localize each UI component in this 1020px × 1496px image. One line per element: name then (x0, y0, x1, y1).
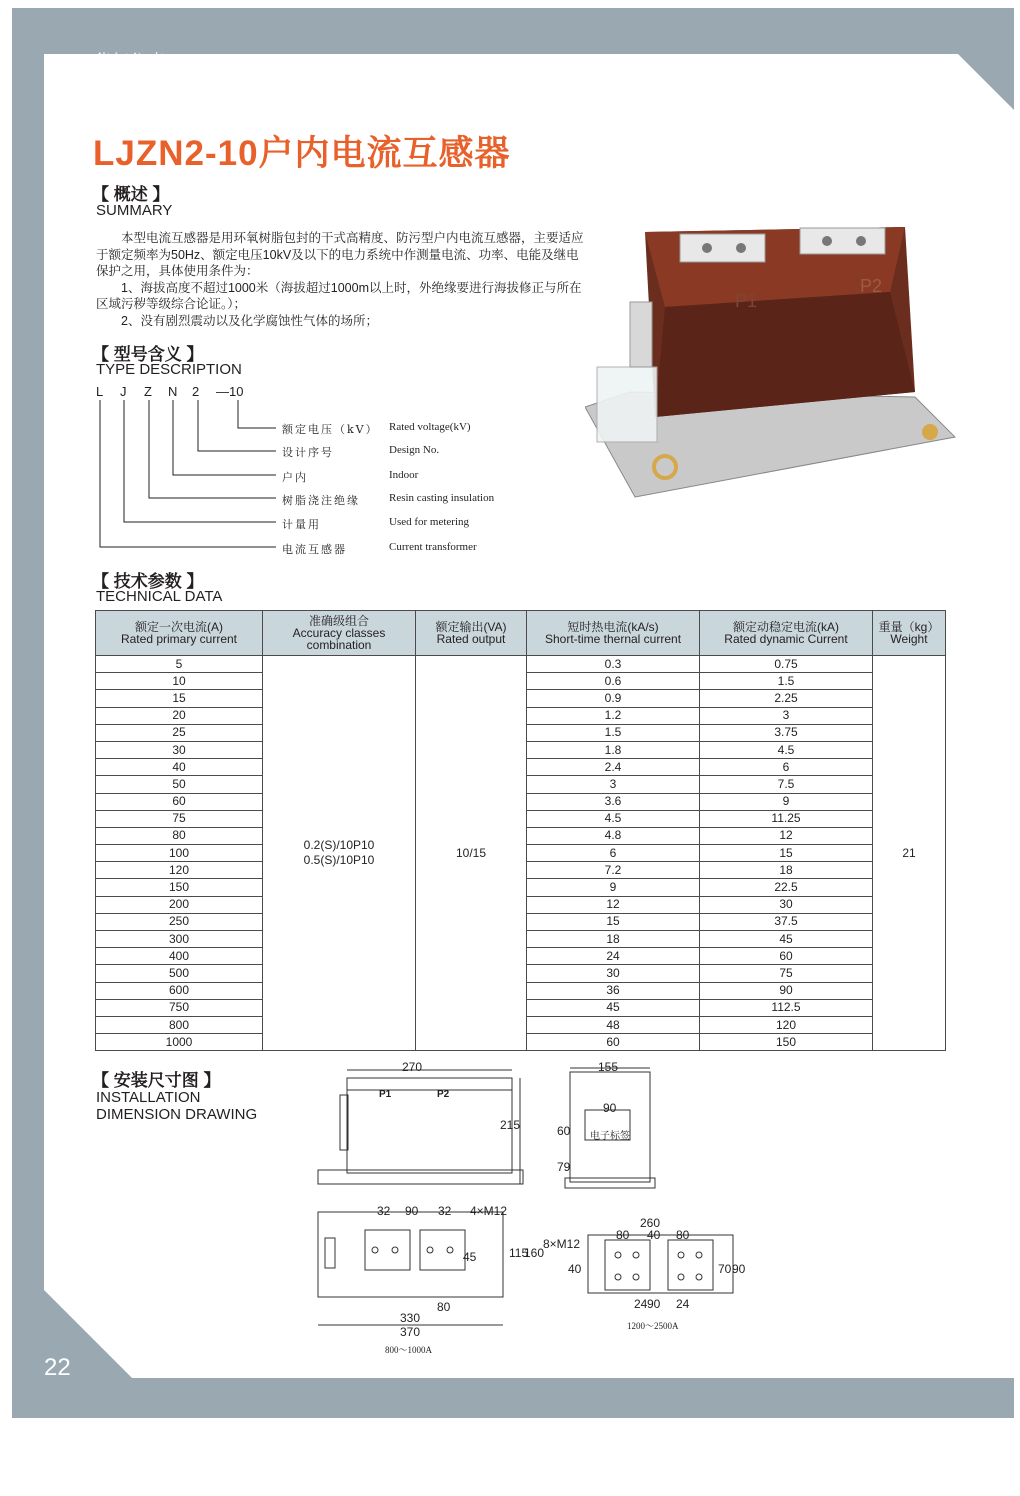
page-title: LJZN2-10户内电流互感器 (93, 134, 511, 173)
table-cell: 250 (96, 913, 263, 930)
dim-m12b: 8×M12 (543, 1237, 581, 1251)
installation-heading-cn: 【 安装尺寸图 】 (92, 1071, 221, 1090)
table-cell: 3.6 (527, 793, 700, 810)
brand-name-cn: 华虹仪表 (94, 52, 166, 71)
type-item-en: Design No. (389, 444, 440, 456)
table-cell: 30 (527, 965, 700, 982)
summary-paragraph: 1、海拔高度不超过1000米（海拔超过1000m以上时，外绝缘要进行海拔修正与所在区域污秽等级综合论证。）； (96, 280, 582, 311)
dim-p1: P1 (379, 1089, 392, 1100)
technical-heading-en: TECHNICAL DATA (96, 588, 223, 605)
type-item-en: Current transformer (389, 541, 477, 553)
summary-paragraph: 本型电流互感器是用环氧树脂包封的干式高精度、防污型户内电流互感器，主要适应于额定频率为50Hz、额定电压10kV及以下的电力系统中作测量电流、功率、电能及继电保护之用，具体使用条件为： (96, 231, 584, 278)
type-code-char: L (96, 384, 104, 399)
table-cell: 300 (96, 931, 263, 948)
type-item-en: Rated voltage(kV) (389, 421, 471, 433)
logo-icon (46, 48, 90, 88)
type-code-char: —10 (216, 384, 244, 399)
table-cell: 1.8 (527, 741, 700, 758)
table-cell: 30 (700, 896, 873, 913)
table-cell: 3 (700, 707, 873, 724)
col-header: 重量（kg） Weight (873, 611, 946, 656)
brand-name-en: Huahong Instrument (94, 71, 194, 83)
type-item-cn: 设计序号 (282, 446, 334, 459)
dim-370: 370 (400, 1325, 421, 1339)
table-cell: 1.2 (527, 707, 700, 724)
type-code-char: Z (144, 384, 152, 399)
type-heading-cn: 【 型号含义 】 (92, 345, 204, 364)
col-header: 额定一次电流(A) Rated primary current (96, 611, 263, 656)
col-header: 短时热电流(kA/s) Short-time thernal current (527, 611, 700, 656)
page-number: 22 (44, 1354, 71, 1381)
table-cell: 21 (873, 656, 946, 1051)
table-cell: 1.5 (700, 673, 873, 690)
table-cell: 2.25 (700, 690, 873, 707)
summary-heading-cn: 【 概述 】 (92, 185, 170, 204)
dim-m12: 4×M12 (470, 1204, 508, 1218)
table-cell: 50 (96, 776, 263, 793)
table-cell: 150 (700, 1034, 873, 1051)
table-cell: 75 (96, 810, 263, 827)
type-item-cn: 户内 (282, 471, 308, 484)
technical-table (95, 610, 946, 1051)
type-code-char: 2 (192, 384, 200, 399)
svg-text:P1: P1 (735, 291, 758, 311)
dim-90b: 90 (405, 1204, 419, 1218)
table-cell: 20 (96, 707, 263, 724)
type-item-en: Resin casting insulation (389, 492, 495, 504)
dim-80b: 80 (616, 1228, 630, 1242)
table-cell: 6 (700, 759, 873, 776)
table-cell: 18 (527, 931, 700, 948)
dim-60: 60 (557, 1124, 571, 1138)
dim-45: 45 (463, 1250, 477, 1264)
table-cell: 100 (96, 845, 263, 862)
dim-115: 115 (509, 1246, 529, 1260)
table-cell: 12 (700, 827, 873, 844)
dim-260: 260 (640, 1216, 661, 1230)
table-cell: 12 (527, 896, 700, 913)
table-cell: 24 (527, 948, 700, 965)
dim-270: 270 (402, 1060, 423, 1074)
type-code-char: N (168, 384, 178, 399)
brand-logo (46, 48, 194, 88)
table-cell: 0.9 (527, 690, 700, 707)
table-cell: 3.75 (700, 724, 873, 741)
summary-paragraph: 2、没有剧烈震动以及化学腐蚀性气体的场所； (96, 313, 378, 328)
table-cell: 15 (700, 845, 873, 862)
col-header: 额定输出(VA) Rated output (416, 611, 527, 656)
table-cell: 120 (96, 862, 263, 879)
summary-heading-en: SUMMARY (96, 202, 173, 219)
table-cell: 45 (527, 999, 700, 1016)
table-cell: 150 (96, 879, 263, 896)
table-cell: 80 (96, 827, 263, 844)
installation-heading-en: INSTALLATION DIMENSION DRAWING (96, 1089, 258, 1123)
col-header: 额定动稳定电流(kA) Rated dynamic Current (700, 611, 873, 656)
dim-80c: 80 (676, 1228, 690, 1242)
table-cell: 25 (96, 724, 263, 741)
table-cell: 7.2 (527, 862, 700, 879)
type-heading-en: TYPE DESCRIPTION (96, 361, 242, 378)
dim-330: 330 (400, 1311, 421, 1325)
table-cell: 9 (527, 879, 700, 896)
table-cell: 45 (700, 931, 873, 948)
table-cell: 1000 (96, 1034, 263, 1051)
table-cell: 0.75 (700, 656, 873, 673)
table-cell: 10/15 (416, 656, 527, 1051)
dim-155: 155 (598, 1060, 619, 1074)
dim-p2: P2 (437, 1089, 450, 1100)
dim-90c: 90 (647, 1297, 661, 1311)
type-item-cn: 树脂浇注绝缘 (282, 494, 360, 507)
table-cell: 0.3 (527, 656, 700, 673)
table-cell: 36 (527, 982, 700, 999)
svg-text:P2: P2 (860, 276, 883, 296)
table-cell: 200 (96, 896, 263, 913)
summary-text (96, 230, 586, 329)
dim-79: 79 (557, 1160, 571, 1174)
table-cell: 4.5 (527, 810, 700, 827)
table-cell: 500 (96, 965, 263, 982)
range-label-2: 1200～2500A (627, 1321, 679, 1331)
table-cell: 9 (700, 793, 873, 810)
dim-90: 90 (603, 1101, 617, 1115)
type-item-cn: 电流互感器 (282, 543, 347, 556)
type-item-cn: 计量用 (282, 518, 321, 531)
table-cell: 6 (527, 845, 700, 862)
range-label-1: 800～1000A (385, 1345, 432, 1355)
table-cell: 1.5 (527, 724, 700, 741)
table-cell: 750 (96, 999, 263, 1016)
table-cell: 400 (96, 948, 263, 965)
dim-24a: 24 (634, 1297, 648, 1311)
type-code-char: J (120, 384, 127, 399)
front-view-drawing (300, 1060, 530, 1195)
col-header: 准确级组合 Accuracy classes combination (263, 611, 416, 656)
table-cell: 15 (96, 690, 263, 707)
table-cell: 10 (96, 673, 263, 690)
dim-70: 70 (718, 1262, 732, 1276)
dim-40: 40 (647, 1228, 661, 1242)
table-cell: 120 (700, 1016, 873, 1033)
dim-90v: 90 (732, 1262, 746, 1276)
dim-80: 80 (437, 1300, 451, 1314)
table-cell: 112.5 (700, 999, 873, 1016)
table-cell: 800 (96, 1016, 263, 1033)
dim-215: 215 (500, 1118, 521, 1132)
dim-32b: 32 (438, 1204, 452, 1218)
table-cell: 37.5 (700, 913, 873, 930)
label-tag: 电子标签 (590, 1131, 630, 1142)
table-cell: 600 (96, 982, 263, 999)
dim-24b: 24 (676, 1297, 690, 1311)
table-cell: 90 (700, 982, 873, 999)
table-cell: 5 (96, 656, 263, 673)
type-item-en: Indoor (389, 469, 419, 481)
table-row (96, 656, 946, 673)
table-cell: 11.25 (700, 810, 873, 827)
table-cell: 3 (527, 776, 700, 793)
type-item-en: Used for metering (389, 516, 470, 528)
table-cell: 7.5 (700, 776, 873, 793)
dim-32a: 32 (377, 1204, 391, 1218)
technical-heading-cn: 【 技术参数 】 (92, 572, 204, 591)
table-cell: 0.6 (527, 673, 700, 690)
table-cell: 4.5 (700, 741, 873, 758)
table-cell: 60 (527, 1034, 700, 1051)
table-cell: 2.4 (527, 759, 700, 776)
accuracy-cell: 0.2(S)/10P10 0.5(S)/10P10 (263, 656, 416, 1051)
table-cell: 48 (527, 1016, 700, 1033)
table-cell: 75 (700, 965, 873, 982)
table-cell: 30 (96, 741, 263, 758)
table-cell: 60 (700, 948, 873, 965)
product-photo (585, 222, 960, 507)
dim-160: 160 (524, 1246, 545, 1260)
table-cell: 4.8 (527, 827, 700, 844)
table-cell: 22.5 (700, 879, 873, 896)
table-cell: 15 (527, 913, 700, 930)
type-code-lines (90, 398, 280, 553)
type-item-cn: 额定电压（kV） (282, 423, 379, 436)
table-cell: 60 (96, 793, 263, 810)
dim-40v: 40 (568, 1262, 582, 1276)
table-cell: 40 (96, 759, 263, 776)
type-code (96, 384, 256, 399)
table-cell: 18 (700, 862, 873, 879)
